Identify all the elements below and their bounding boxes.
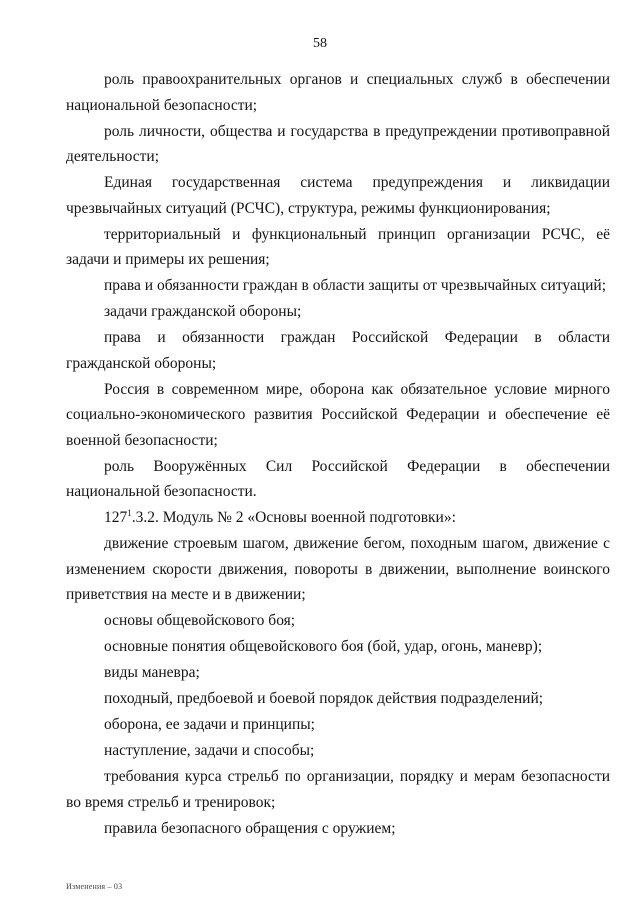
module-item: оборона, ее задачи и принципы;	[104, 716, 315, 733]
module-item: основы общевойскового боя;	[104, 612, 296, 629]
module-title: .3.2. Модуль № 2 «Основы военной подготовки»:	[131, 509, 456, 526]
page-number: 58	[313, 36, 327, 51]
paragraph: роль Вооружённых Сил Российской Федерации в обеспечении национальной безопасности.	[66, 457, 610, 500]
module-number-prefix: 127	[104, 509, 128, 526]
module-item: основные понятия общевойскового боя (бой, удар, огонь, маневр);	[104, 638, 543, 655]
module-item: движение строевым шагом, движение бегом, походным шагом, движение с изменением скорости движения, повороты в движении, выполнение воинского приветствия на месте и в движении;	[66, 535, 610, 603]
module-item: виды маневра;	[104, 664, 200, 681]
document-body	[66, 67, 610, 841]
module-item: правила безопасного обращения с оружием;	[104, 819, 396, 837]
paragraph: права и обязанности граждан Российской Федерации в области гражданской обороны;	[66, 329, 610, 372]
module-number-superscript: 1	[127, 507, 132, 518]
paragraph: Единая государственная система предупреждения и ликвидации чрезвычайных ситуаций (РСЧС), структура, режимы функционирования;	[66, 174, 610, 217]
module-item: наступление, задачи и способы;	[104, 742, 315, 759]
module-item: требования курса стрельб по организации, порядку и мерам безопасности во время стрельб и тренировок;	[66, 768, 610, 811]
module-item: походный, предбоевой и боевой порядок действия подразделений;	[104, 690, 544, 707]
paragraph: территориальный и функциональный принцип организации РСЧС, её задачи и примеры их решения;	[66, 225, 610, 268]
footer-revision-note: Изменения – 03	[66, 882, 123, 891]
paragraph: роль личности, общества и государства в предупреждении противоправной деятельности;	[66, 122, 610, 165]
paragraph: задачи гражданской обороны;	[104, 303, 302, 320]
paragraph: Россия в современном мире, оборона как обязательное условие мирного социально-экономического развития Российской Федерации и обеспечение её военной безопасности;	[66, 380, 610, 449]
paragraph: права и обязанности граждан в области защиты от чрезвычайных ситуаций;	[104, 277, 607, 294]
paragraph: роль правоохранительных органов и специальных служб в обеспечении национальной безопасности;	[66, 71, 610, 114]
module-heading	[66, 505, 610, 531]
